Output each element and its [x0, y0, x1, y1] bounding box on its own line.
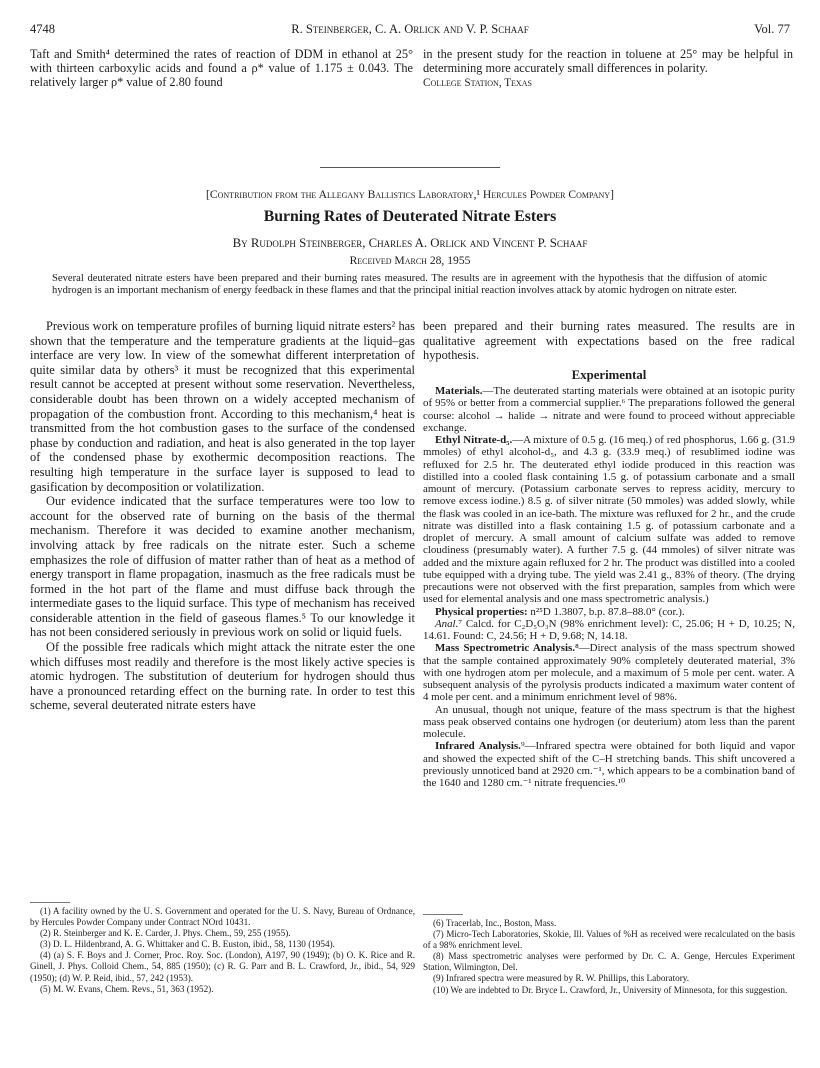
- body-left-column: [30, 319, 415, 713]
- analysis-text: ⁷ Calcd. for C₂D₅O₃N (98% enrichment level): C, 25.06; H + D, 10.25; N, 14.61. Found: C, 24.56; H + D, 9.68; N, 14.18.: [423, 617, 795, 642]
- section-divider: [320, 167, 500, 168]
- body-paragraph: been prepared and their burning rates measured. The results are in qualitative agreement with expectations based on the free radical hypothesis.: [423, 319, 795, 363]
- infrared-paragraph: [423, 740, 795, 789]
- previous-article-right-text: in the present study for the reaction in toluene at 25° may be helpful in determining more accurately small differences in polarity.: [423, 47, 793, 76]
- experimental-section: [423, 385, 795, 789]
- unusual-feature-paragraph: An unusual, though not unique, feature of the mass spectrum is that the highest mass peak observed contains one hydrogen (or deuterium) atom less than the parent molecule.: [423, 703, 795, 740]
- footnote: (6) Tracerlab, Inc., Boston, Mass.: [433, 918, 557, 928]
- infrared-text: ⁹—Infrared spectra were obtained for both liquid and vapor and showed the expected shift of the C–H stretching bands. This shift uncovered a previously unnoticed band at 2920 cm.⁻¹, which appears to be a combination band of the 1640 and 1280 cm.⁻¹ nitrate frequencies.¹⁰: [423, 740, 795, 789]
- experimental-heading: Experimental: [571, 368, 647, 382]
- ethyl-nitrate-text: —A mixture of 0.5 g. (16 meq.) of red phosphorus, 1.66 g. (31.9 mmoles) of ethyl alcohol-d₅, and 4.3 g. (33.9 meq.) of resublimed iodine was refluxed for 2.5 hr. The deuterated ethyl iodide produced in this reaction was distilled into a cooled flask containing 1.5 g. of potassium carbonate and a small amount of mercury. (Potassium carbonate serves to repress acidity, mercury to remove excess iodine.) 8.5 g. of silver nitrate (50 mmoles) was added slowly, while the flask was cooled in an ice-bath. The mixture was refluxed for 2 hr., and the crude nitrate was distilled into a flask containing 1.5 g. of potassium carbonate and a droplet of mercury. A small amount of calcium sulfate was added to remove cloudiness (presumably water). A further 7.5 g. (44 mmoles) of silver nitrate was added and the mixture again refluxed for 2 hr. The product was distilled into a cooled tube equipped with a drying tube. The yield was 2.41 g., 83% of theory. (The drying precautions were not observed with the first preparation, samples from which were used for elemental analysis and one mass spectrometric analysis.): [423, 434, 795, 606]
- footnote-rule: [423, 914, 463, 915]
- previous-article-location: College Station, Texas: [423, 77, 532, 90]
- footnote: (2) R. Steinberger and K. E. Carder, J. Phys. Chem., 59, 255 (1955).: [40, 928, 291, 939]
- body-right-column: [423, 319, 795, 363]
- article-title: Burning Rates of Deuterated Nitrate Esters: [263, 208, 557, 225]
- body-paragraph: Previous work on temperature profiles of burning liquid nitrate esters² has shown that the temperature and the temperature gradients at the liquid–gas interface are very low. In view of the somewhat different interpretation of quite similar data by others³ it must be recognized that this experimental result cannot be accepted at present without some reservation. Nevertheless, considerable doubt has been thrown on a widely accepted mechanism of propagation of the combustion front. According to this mechanism,⁴ heat is transmitted from the hot combustion gases to the surface of the condensed phase by conduction and radiation, and heat is also generated in the top layer of the condensed phase by exothermic decomposition reactions. The resulting high temperature in the surface layer is supposed to lead to gasification by decomposition or volatilization.: [30, 319, 415, 494]
- footnote: (3) D. L. Hildenbrand, A. G. Whittaker and C. B. Euston, ibid., 58, 1130 (1954).: [40, 939, 335, 950]
- physical-properties-text: n²⁵D 1.3807, b.p. 87.8–88.0° (cor.).: [527, 605, 685, 618]
- mass-spec-text: ⁸—Direct analysis of the mass spectrum showed that the sample contained approximately 90% completely deuterated material, 3% with one hydrogen atom per molecule, and a maximum of 5 mole per cent. water. A subsequent analysis of the pyrolysis products indicated a maximum water content of 4 mole per cent. and a minimum enrichment level of 98%.: [423, 642, 795, 704]
- mass-spec-label: Mass Spectrometric Analysis.: [435, 642, 575, 655]
- page-number: 4748: [30, 22, 55, 36]
- infrared-label: Infrared Analysis.: [435, 740, 521, 753]
- body-paragraph: Our evidence indicated that the surface temperatures were too low to account for the observed rate of burning on the basis of the thermal mechanism. Therefore it was decided to examine another mechanism, involving attack by free radicals on the nitrate ester. Such a scheme emphasizes the role of diffusion of matter rather than of heat as a method of energy transport in flame propagation, inasmuch as the free radicals must be formed in the hot part of the flame and must diffuse back through the intermediate gases to the liquid surface. This type of mechanism has received considerable attention in the field of gaseous flames.⁵ To our knowledge it has not been considered seriously in previous work on solid or liquid fuels.: [30, 494, 415, 640]
- received-date: Received March 28, 1955: [349, 254, 471, 267]
- footnote: (7) Micro-Tech Laboratories, Skokie, Ill. Values of %H as received were recalculated on the basis of a 98% enrichment level.: [423, 929, 795, 951]
- materials-label: Materials.: [435, 385, 483, 397]
- physical-properties-paragraph: [423, 606, 795, 618]
- footnote: (9) Infrared spectra were measured by R. W. Phillips, this Laboratory.: [433, 973, 690, 984]
- footnote: (5) M. W. Evans, Chem. Revs., 51, 363 (1952).: [40, 983, 214, 994]
- analysis-paragraph: [423, 618, 795, 643]
- article-byline: By Rudolph Steinberger, Charles A. Orlick and Vincent P. Schaaf: [232, 236, 588, 250]
- ethyl-nitrate-paragraph: [423, 434, 795, 606]
- materials-text: —The deuterated starting materials were obtained at an isotopic purity of 95% or better from a commercial supplier.⁶ The preparations followed the general course: alcohol → halide → nitrate and were found to proceed without appreciable exchange.: [423, 385, 795, 434]
- analysis-label: Anal.: [435, 617, 459, 630]
- physical-properties-label: Physical properties:: [435, 605, 528, 618]
- footnote: (10) We are indebted to Dr. Bryce L. Crawford, Jr., University of Minnesota, for this suggestion.: [433, 984, 788, 995]
- previous-article-right: [423, 47, 793, 90]
- body-paragraph: Of the possible free radicals which might attack the nitrate ester the one which diffuses most readily and therefore is the most likely active species is atomic hydrogen. The substitution of deuterium for hydrogen should thus have a pronounced retarding effect on the burning rate. In order to test this scheme, several deuterated nitrate esters have: [30, 640, 415, 713]
- previous-article-left-text: Taft and Smith⁴ determined the rates of reaction of DDM in ethanol at 25° with thirteen carboxylic acids and found a ρ* value of 1.175 ± 0.043. The relatively larger ρ* value of 2.80 found: [30, 47, 413, 90]
- abstract: Several deuterated nitrate esters have been prepared and their burning rates measured. The results are in agreement with the hypothesis that the diffusion of atomic hydrogen is an important mechanism of energy feedback in these flames and that the principal initial reaction involves attack by atomic hydrogen on nitrate ester.: [52, 273, 767, 297]
- footnote: (8) Mass spectrometric analyses were performed by Dr. C. A. Genge, Hercules Experiment Station, Wilmington, Del.: [423, 951, 795, 973]
- footnotes-right: [423, 918, 795, 996]
- footnote: (4) (a) S. F. Boys and J. Corner, Proc. Roy. Soc. (London), A197, 90 (1949); (b) O. K. Rice and R. Ginell, J. Phys. Colloid Chem., 54, 885 (1950); (c) R. G. Parr and B. L. Crawford, Jr., ibid., 54, 929 (1950); (d) W. P. Reid, ibid., 57, 242 (1953).: [30, 950, 415, 983]
- mass-spec-paragraph: [423, 642, 795, 703]
- footnotes-left: [30, 906, 415, 995]
- footnote: (1) A facility owned by the U. S. Government and operated for the U. S. Navy, Bureau of Ordnance, by Hercules Powder Company under Contract NOrd 10431.: [30, 906, 415, 928]
- contribution-line: [Contribution from the Allegany Ballistics Laboratory,¹ Hercules Powder Company]: [206, 188, 614, 201]
- footnote-rule: [30, 902, 70, 903]
- running-header-authors: R. Steinberger, C. A. Orlick and V. P. Schaaf: [291, 22, 529, 36]
- materials-paragraph: [423, 385, 795, 434]
- ethyl-nitrate-label: Ethyl Nitrate-d₅.: [435, 434, 513, 446]
- volume-number: Vol. 77: [754, 22, 790, 36]
